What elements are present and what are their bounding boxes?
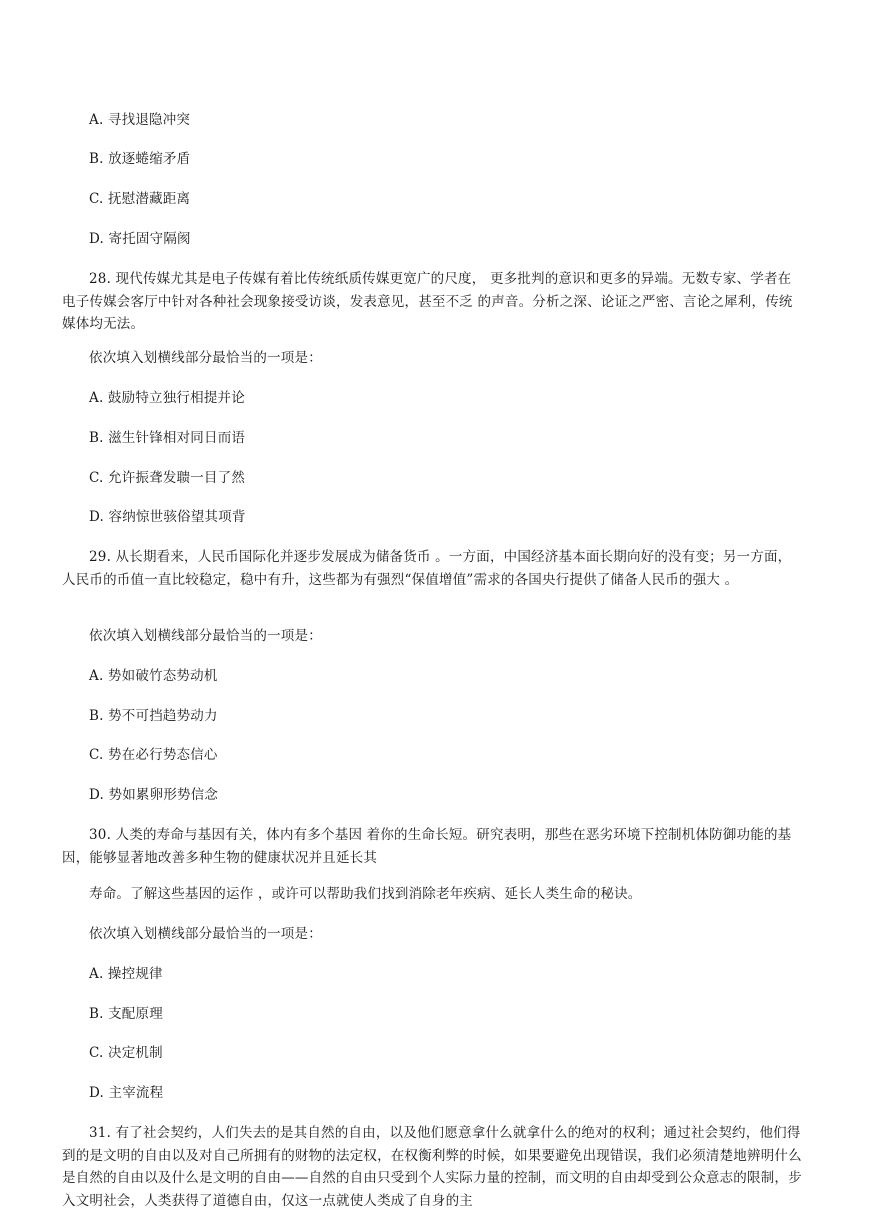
q29-option-b: B. 势不可挡趋势动力 [89,708,218,724]
q30-stem: 30. 人类的寿命与基因有关，体内有多个基因 着你的生命长短。研究表明，那些在恶劣环境下控制机体防御功能的基因，能够显著地改善多种生物的健康状况并且延长其 [62,827,792,866]
q28-stem: 28. 现代传媒尤其是电子传媒有着比传统纸质传媒更宽广的尺度， 更多批判的意识和更多的异端。无数专家、学者在电子传媒会客厅中针对各种社会现象接受访谈，发表意见，甚至不乏 的声音。分析之深、论证之严密、言论之犀利，传统媒体均无法。 [62,271,793,332]
q27-option-a: A. 寻找退隐冲突 [89,112,191,128]
q28-option-b: B. 滋生针锋相对同日而语 [89,430,246,446]
q27-option-b: B. 放逐蜷缩矛盾 [89,151,191,167]
q30-option-b: B. 支配原理 [89,1006,163,1022]
q31-stem: 31. 有了社会契约，人们失去的是其自然的自由，以及他们愿意拿什么就拿什么的绝对的权利；通过社会契约，他们得到的是文明的自由以及对自己所拥有的财物的法定权，在权衡利弊的时候，如果要避免出现错误，我们必须清楚地辨明什么是自然的自由以及什么是文明的自由——自然的自由只受到个人实际力量的控制，而文明的自由却受到公众意志的限制，步入文明社会，人类获得了道德自由，仅这一点就使人类成了自身的主 [62,1125,802,1209]
q29-instruction: 依次填入划横线部分最恰当的一项是： [89,628,322,644]
q28-option-d: D. 容纳惊世骇俗望其项背 [89,509,246,525]
q29-option-a: A. 势如破竹态势动机 [89,668,218,684]
q28-option-c: C. 允许振聋发聩一目了然 [89,470,246,486]
q30-instruction: 依次填入划横线部分最恰当的一项是： [89,926,322,942]
q29-option-c: C. 势在必行势态信心 [89,747,218,763]
q30-option-d: D. 主宰流程 [89,1085,164,1101]
q27-option-d: D. 寄托固守隔阂 [89,231,191,247]
q27-option-c: C. 抚慰潜藏距离 [89,191,191,207]
q30-option-a: A. 操控规律 [89,966,163,982]
q28-option-a: A. 鼓励特立独行相提并论 [89,390,245,406]
q29-stem: 29. 从长期看来，人民币国际化并逐步发展成为储备货币 。一方面，中国经济基本面长期向好的没有变；另一方面，人民币的币值一直比较稳定，稳中有升，这些都为有强烈“保值增值”需求的各国央行提供了储备人民币的强大 。 [62,549,792,588]
q29-option-d: D. 势如累卵形势信念 [89,787,219,803]
q30-option-c: C. 决定机制 [89,1045,163,1061]
q30-continuation: 寿命。了解这些基因的运作 ，或许可以帮助我们找到消除老年疾病、延长人类生命的秘诀。 [89,886,642,902]
q28-instruction: 依次填入划横线部分最恰当的一项是： [89,350,322,366]
